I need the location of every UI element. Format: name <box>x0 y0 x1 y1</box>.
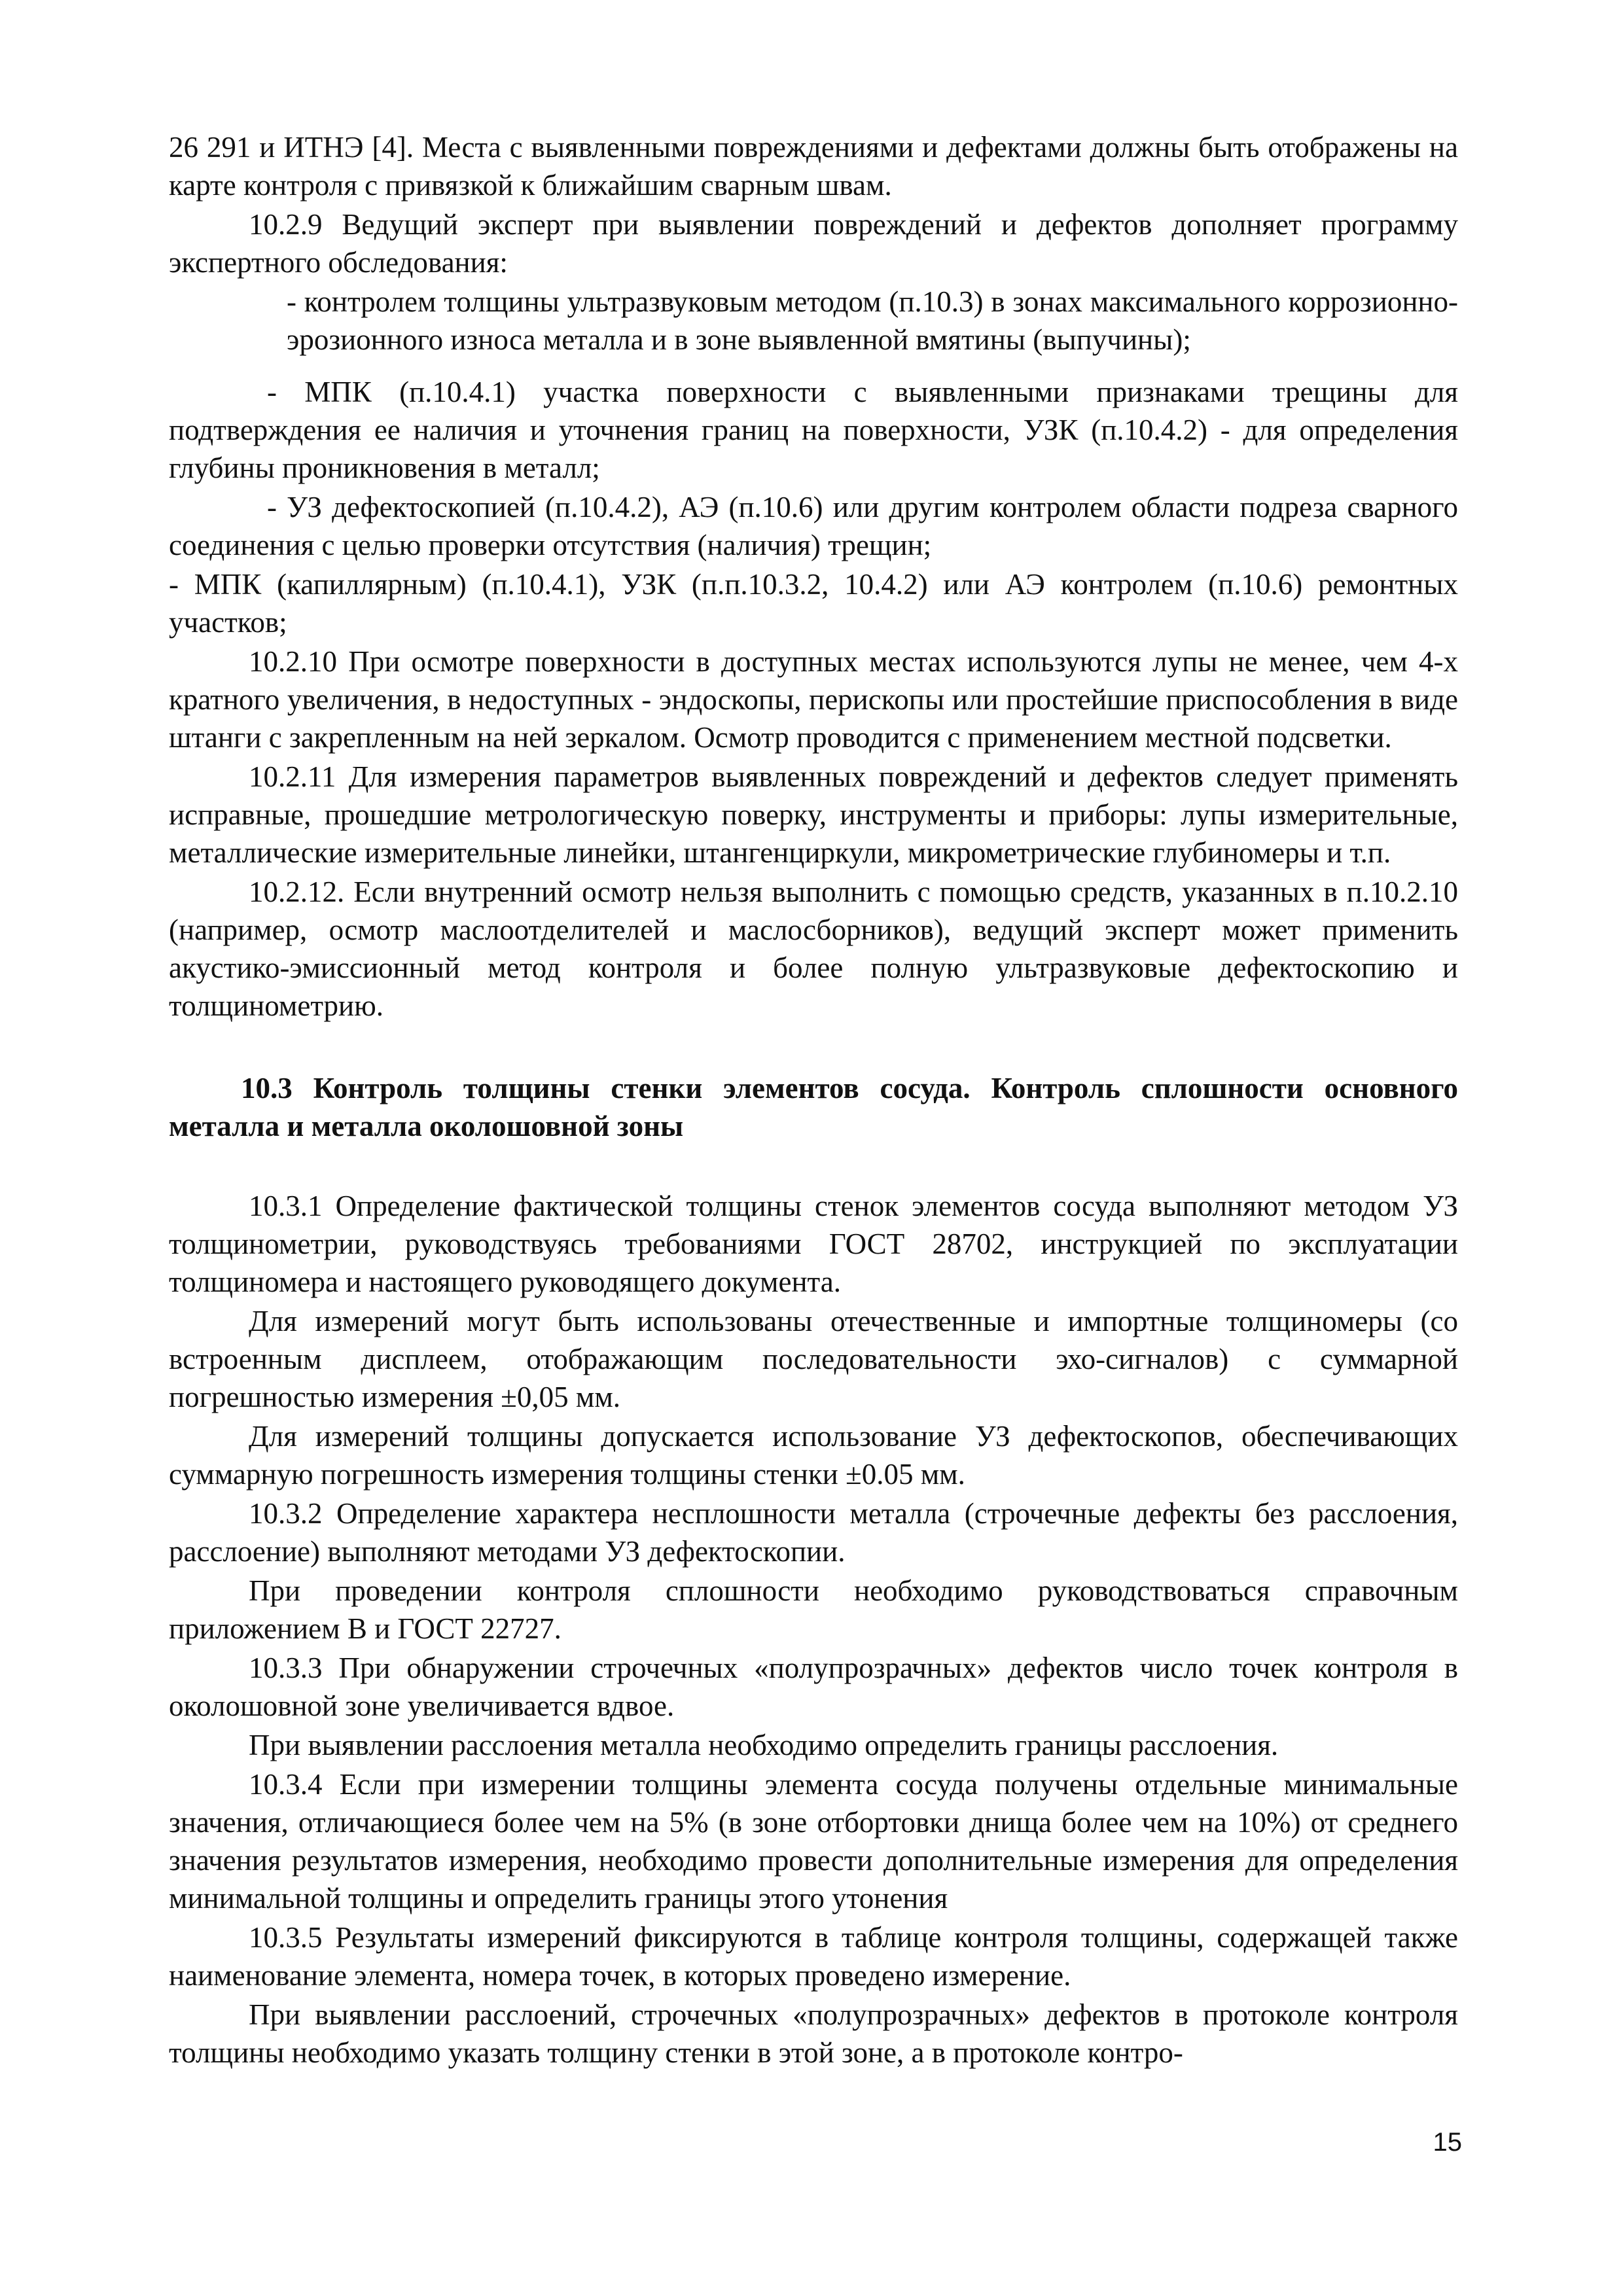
paragraph: 10.2.9 Ведущий эксперт при выявлении повреждений и дефектов дополняет программу экспертного обследования: <box>169 208 1458 279</box>
list-item: - контролем толщины ультразвуковым методом (п.10.3) в зонах максимального коррозионно-эрозионного износа металла и в зоне выявленной вмятины (выпучины); <box>287 285 1458 356</box>
section-heading: 10.3 Контроль толщины стенки элементов сосуда. Контроль сплошности основного металла и металла околошовной зоны <box>169 1072 1458 1142</box>
spacer <box>169 1026 1458 1069</box>
paragraph: При проведении контроля сплошности необходимо руководствоваться справочным приложением В и ГОСТ 22727. <box>169 1574 1458 1645</box>
paragraph: Для измерений толщины допускается использование УЗ дефектоскопов, обеспечивающих суммарную погрешность измерения толщины стенки ±0.05 мм. <box>169 1420 1458 1491</box>
spacer <box>169 1145 1458 1187</box>
paragraph: Для измерений могут быть использованы отечественные и импортные толщиномеры (со встроенным дисплеем, отображающим последовательности эхо-сигналов) с суммарной погрешностью измерения ±0,05 мм. <box>169 1305 1458 1413</box>
paragraph: 26 291 и ИТНЭ [4]. Места с выявленными повреждениями и дефектами должны быть отображены на карте контроля с привязкой к ближайшим сварным швам. <box>169 131 1458 202</box>
paragraph: При выявлении расслоения металла необходимо определить границы расслоения. <box>249 1729 1279 1761</box>
paragraph: 10.2.12. Если внутренний осмотр нельзя выполнить с помощью средств, указанных в п.10.2.10 (например, осмотр маслоотделителей и маслосборников), ведущий эксперт может применить акустико-эмиссионный метод контроля и более полную ультразвуковые дефектоскопию и толщинометрию. <box>169 875 1458 1022</box>
paragraph: 10.2.10 При осмотре поверхности в доступных местах используются лупы не менее, чем 4-х кратного увеличения, в недоступных - эндоскопы, перископы или простейшие приспособления в виде штанги с закрепленным на ней зеркалом. Осмотр проводится с применением местной подсветки. <box>169 645 1458 754</box>
paragraph: 10.3.3 При обнаружении строчечных «полупрозрачных» дефектов число точек контроля в околошовной зоне увеличивается вдвое. <box>169 1651 1458 1722</box>
list-item: - МПК (п.10.4.1) участка поверхности с выявленными признаками трещины для подтверждения ее наличия и уточнения границ на поверхности, УЗК (п.10.4.2) - для определения глубины проникновения в металл; <box>169 376 1458 484</box>
paragraph: 10.3.4 Если при измерении толщины элемента сосуда получены отдельные минимальные значения, отличающиеся более чем на 5% (в зоне отбортовки днища более чем на 10%) от среднего значения результатов измерения, необходимо провести дополнительные измерения для определения минимальной толщины и определить границы этого утонения <box>169 1768 1458 1915</box>
list-item: - УЗ дефектоскопией (п.10.4.2), АЭ (п.10.6) или другим контролем области подреза сварного соединения с целью проверки отсутствия (наличия) трещин; <box>169 491 1458 561</box>
spacer <box>169 360 1458 373</box>
list-item: - МПК (капиллярным) (п.10.4.1), УЗК (п.п.10.3.2, 10.4.2) или АЭ контролем (п.10.6) ремонтных участков; <box>169 568 1458 639</box>
paragraph: 10.3.2 Определение характера несплошности металла (строчечные дефекты без расслоения, расслоение) выполняют методами УЗ дефектоскопии. <box>169 1497 1458 1568</box>
paragraph: При выявлении расслоений, строчечных «полупрозрачных» дефектов в протоколе контроля толщины необходимо указать толщину стенки в этой зоне, а в протоколе контро- <box>169 1998 1458 2069</box>
paragraph: 10.2.11 Для измерения параметров выявленных повреждений и дефектов следует применять исправные, прошедшие метрологическую поверку, инструменты и приборы: лупы измерительные, металлические измерительные линейки, штангенциркули, микрометрические глубиномеры и т.п. <box>169 760 1458 869</box>
page-number: 15 <box>1433 2128 1462 2157</box>
document-body <box>169 128 1458 2073</box>
paragraph: 10.3.5 Результаты измерений фиксируются в таблице контроля толщины, содержащей также наименование элемента, номера точек, в которых проведено измерение. <box>169 1921 1458 1992</box>
paragraph: 10.3.1 Определение фактической толщины стенок элементов сосуда выполняют методом УЗ толщинометрии, руководствуясь требованиями ГОСТ 28702, инструкцией по эксплуатации толщиномера и настоящего руководящего документа. <box>169 1190 1458 1298</box>
